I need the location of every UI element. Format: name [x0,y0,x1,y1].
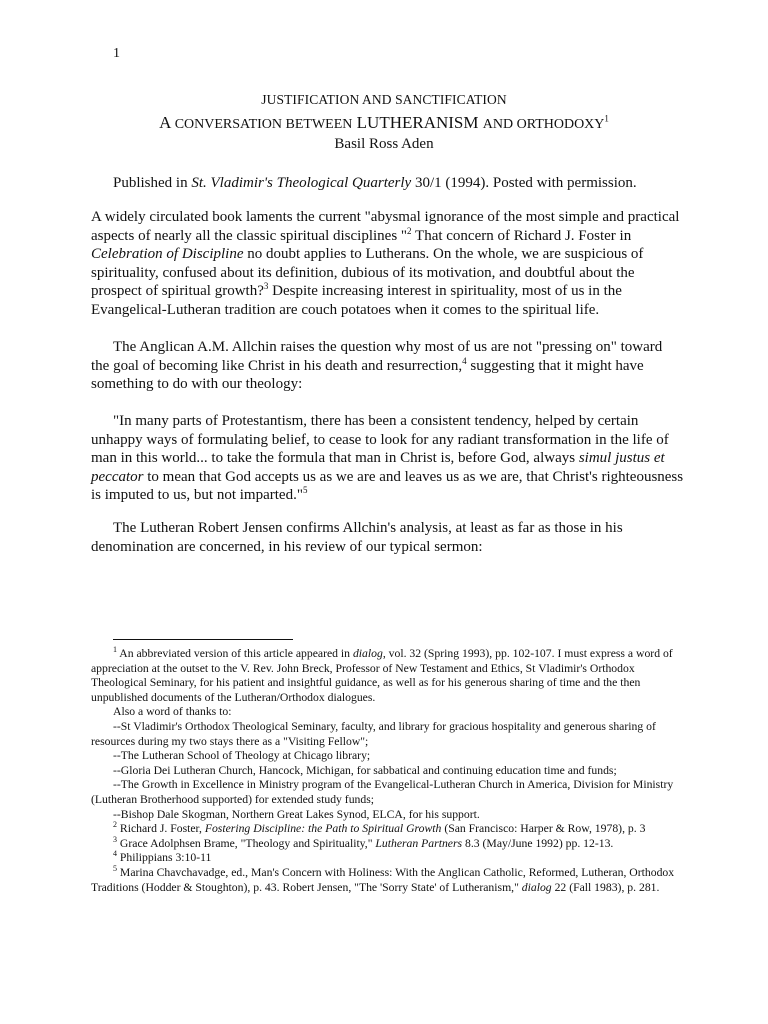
latin-phrase: simul justus et peccator [91,450,665,485]
footnote-5: $^5$ Marina Chavchavadge, ed., Man's Concern with Holiness: With the Anglican Catholic, Reformed, Lutheran, Orthodox Traditions (Hodder & Stoughton), p. 43. Robert Jensen, "The 'Sorry State' of Lutheranism," dialog 22 (Fall 1983), p. 281. [91,864,675,894]
footnote-ref-2[interactable]: 2 [407,225,412,236]
page-number: 1 [113,46,120,61]
paragraph-4: The Lutheran Robert Jensen confirms Allchin's analysis, at least as far as those in his denomination are concerned, in his review of our typical sermon: [91,520,623,555]
footnote-1-item: --Bishop Dale Skogman, Northern Great Lakes Synod, ELCA, for his support. [113,807,480,821]
book-title: Celebration of Discipline [91,246,244,263]
subtitle-part-2: LUTHERANISM [356,113,479,132]
footnotes [91,647,678,895]
footnote-1-item: --Gloria Dei Lutheran Church, Hancock, Michigan, for sabbatical and continuing education time and funds; [113,763,617,777]
footnote-2: $^2$ Richard J. Foster, Fostering Discipline: the Path to Spiritual Growth (San Francisco: Harper & Row, 1978), p. 3 [113,820,646,836]
footnote-1-item: --St Vladimir's Orthodox Theological Seminary, faculty, and library for gracious hospitality and generous sharing of resources during my two stays there as a "Visiting Fellow"; [91,719,656,748]
paragraph-1: A widely circulated book laments the current "abysmal ignorance of the most simple and practical aspects of nearly all the classic spiritual disciplines "$^2$ That concern of Richard J. Foster in Celebration of Discipline no doubt applies to Lutherans. On the whole, we are suspicious of spirituality, confused about its definition, dubious of its motivation, and doubtful about the prospect of spiritual growth?$^3$ Despite increasing interest in spirituality, most of us in the Evangelical-Lutheran tradition are couch potatoes when it comes to the spiritual life. [91,209,680,318]
footnote-4: $^4$ Philippians 3:10-11 [113,849,212,865]
footnote-ref-1[interactable]: 1 [604,113,609,124]
journal-title: St. Vladimir's Theological Quarterly [191,175,412,191]
footnote-separator [113,639,293,640]
paragraph-2: The Anglican A.M. Allchin raises the question why most of us are not "pressing on" toward the goal of becoming like Christ in his death and resurrection,$^4$ suggesting that it might have something to do with our theology: [91,339,663,393]
footnote-1-item: --The Lutheran School of Theology at Chicago library; [113,749,371,763]
subtitle-part-1: CONVERSATION BETWEEN [174,117,353,132]
footnote-1: $^1$ An abbreviated version of this article appeared in dialog, vol. 32 (Spring 1993), pp. 102-107. I must express a word of appreciation at the outset to the V. Rev. John Breck, Professor of New Testament and Ethics, St Vladimir's Orthodox Theological Seminary, for his patient and insightful guidance, as well as for his generous sharing of time and the then unpublished documents of the Lutheran/Orthodox dialogues. [91,645,673,704]
subtitle-initial: A [159,113,171,132]
footnote-3: $^3$ Grace Adolphsen Brame, "Theology and Spirituality," Lutheran Partners 8.3 (May/June 1992) pp. 12-13. [113,834,614,850]
footnote-ref-3[interactable]: 3 [263,281,269,292]
subtitle-part-3: AND ORTHODOXY [482,117,605,132]
footnote-1-thanks: Also a word of thanks to: [113,705,232,719]
document-subtitle [0,113,768,133]
block-quote: "In many parts of Protestantism, there has been a consistent tendency, helped by certain unhappy ways of formulating belief, to cease to look for any radiant transformation in the life of man in this world... to take the formula that man in Christ is, before God, always simul justus et peccator to mean that God accepts us as we are and leaves us as we are, that Christ's righteousness is imputed to us, but not imparted."$^5$ [91,413,684,504]
publication-note: Published in St. Vladimir's Theological Quarterly 30/1 (1994). Posted with permission. [113,175,637,191]
author: Basil Ross Aden [334,136,434,152]
footnote-ref-5[interactable]: 5 [302,485,308,496]
document-title: JUSTIFICATION AND SANCTIFICATION [261,92,507,107]
footnote-ref-4[interactable]: 4 [462,355,467,366]
footnote-1-item: --The Growth in Excellence in Ministry program of the Evangelical-Lutheran Church in America, Division for Ministry (Lutheran Brotherhood supported) for extended study funds; [91,778,674,806]
